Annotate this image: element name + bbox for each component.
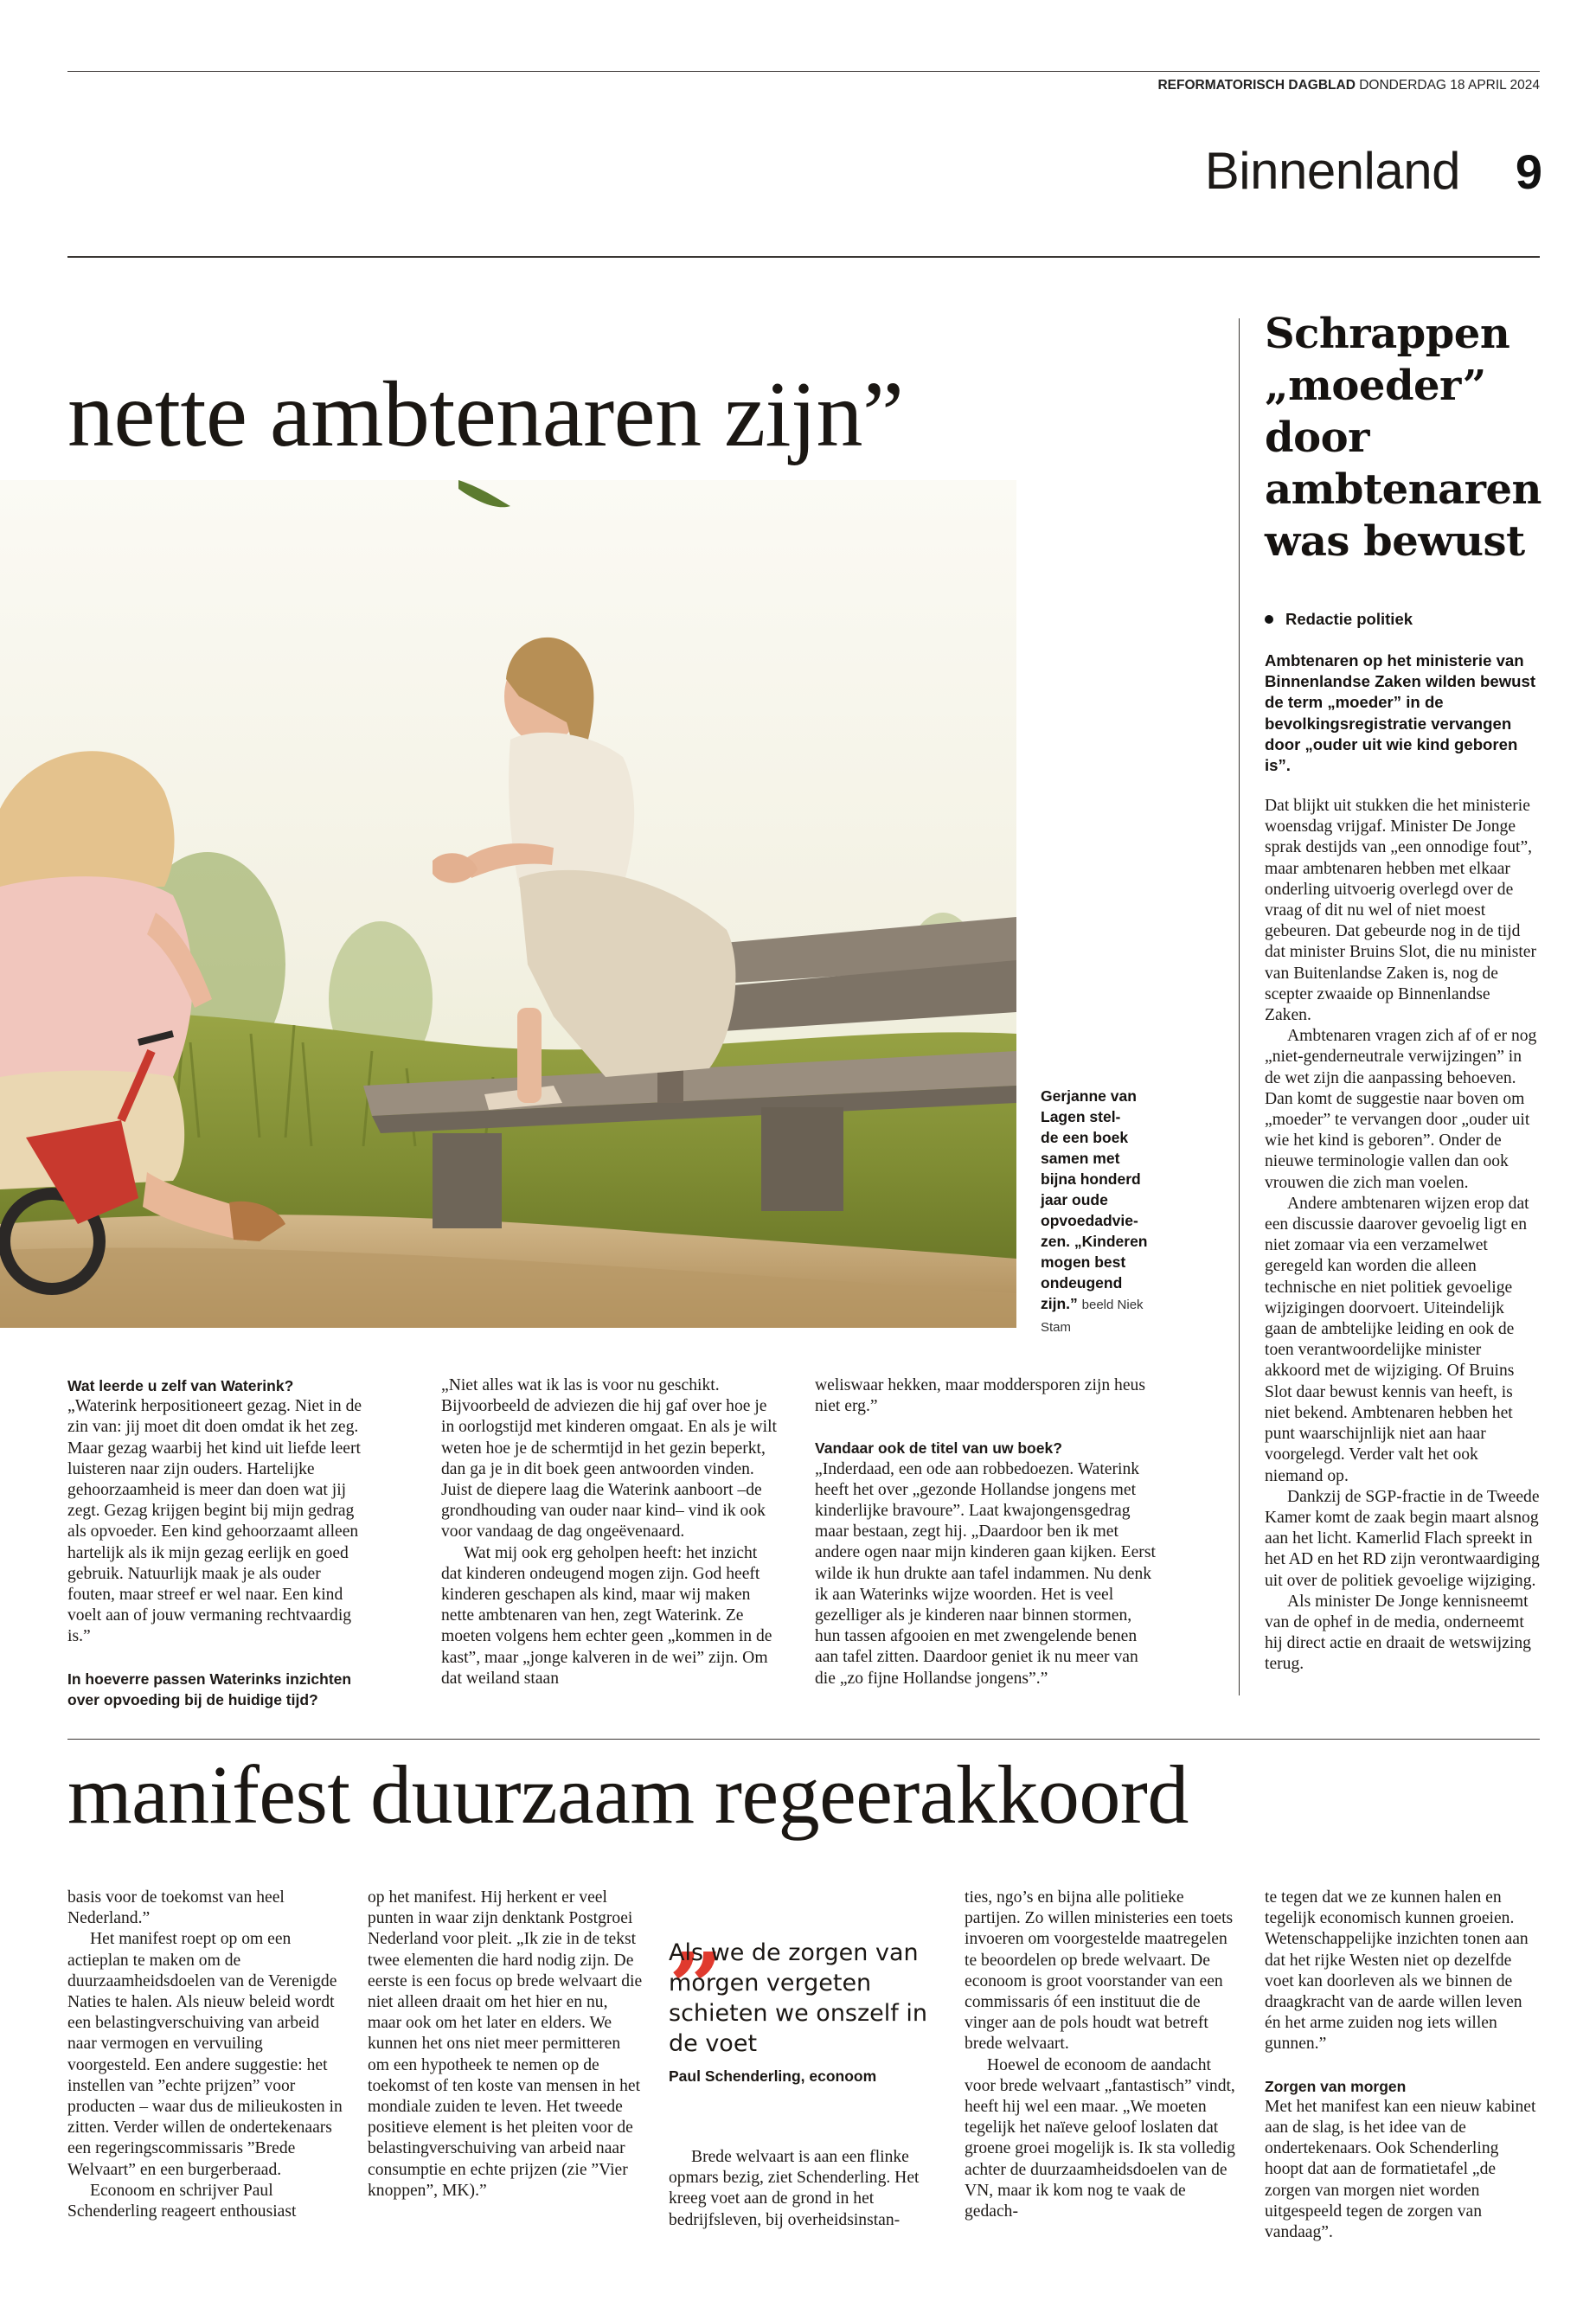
paragraph-gap [67, 1648, 372, 1669]
caption-line: samen met [1041, 1150, 1120, 1167]
bullet-dot-icon [1265, 615, 1273, 624]
body-paragraph: Met het manifest kan een nieuw kabinet aan de slag, is het idee van de ondertekenaars. Ook Schenderling hoopt dat aan de formatietafel „de zorgen van morgen niet worden uitgespeeld tegen de zorgen van vandaag”. [1265, 2097, 1536, 2242]
article2-column-5 [1265, 1888, 1540, 2243]
body-paragraph: Als minister De Jonge kennisneemt van de ophef in de media, onderneemt hij direct actie en draait de wetswijzing terug. [1265, 1592, 1531, 1674]
body-paragraph: Andere ambtenaren wijzen erop dat een discussie daarover gevoelig ligt en niet zomaar via een verzamelwet geregeld kan worden die alleen technische en niet politiek gevoelige wijzigingen doorvoert. Uiteindelijk gaan de ambtelijke leiding en ook de toen verantwoordelijke minister akkoord met de wijziging. Of Bruins Slot daar bewust kennis van heeft, is niet bekend. Ambtenaren hebben het punt waarschijnlijk niet aan haar voorgelegd. Verder valt het ook niemand op. [1265, 1194, 1529, 1485]
caption-line: zen. „Kinderen [1041, 1233, 1148, 1250]
photo-illustration [0, 480, 1016, 1328]
pull-quote-author: Paul Schenderling, econoom [669, 2067, 877, 2085]
pull-quote: Als we de zorgen van morgen vergeten schieten we onszelf in de voet [669, 1939, 927, 2057]
interview-question: Vandaar ook de titel van uw boek? [815, 1439, 1062, 1458]
caption-line: bijna honderd [1041, 1170, 1141, 1188]
article1-headline: nette ambtenaren zijn” [67, 363, 904, 466]
body-paragraph: weliswaar hekken, maar moddersporen zijn heus niet erg.” [815, 1376, 1145, 1416]
caption-line: zijn.” [1041, 1295, 1078, 1312]
article2-headline: manifest duurzaam regeerakkoord [67, 1748, 1189, 1841]
sidebar-byline [1265, 610, 1413, 629]
body-paragraph: „Waterink herpositioneert gezag. Niet in de zin van: jij moet dit doen omdat ik het zeg. Maar gezag waarbij het kind uit liefde leert luisteren naar zijn ouders. Hartelijke gehoorzaamheid is meer dan doen wat jij zegt. Gezag krijgen begint bij mijn gedrag als opvoeder. Een kind gehoorzaamt alleen hartelijk als ik mijn gezag eerlijk en goed gebruik. Natuurlijk maak je als ouder fouten, maar streef er wel naar. Een kind voelt aan of jouw vermaning rechtvaardig is.” [67, 1397, 362, 1646]
body-paragraph: „Niet alles wat ik las is voor nu geschikt. Bijvoorbeeld de adviezen die hij gaf over hoe je in oorlogstijd met kinderen omgaat. En als je wilt weten hoe je de schermtijd in het gezin beperkt, dan ga je in dit boek geen antwoorden vinden. Juist de diepere laag die Waterink aanboort –de grondhouding van ouder naar kind– vind ik ook voor vandaag de dag ongeëvenaard. [441, 1376, 777, 1541]
section-title: Binnenland [1204, 142, 1460, 200]
sidebar-headline-line: was bewust [1265, 517, 1525, 566]
top-rule [67, 71, 1540, 72]
body-paragraph: Hoewel de econoom de aandacht voor brede welvaart „fantastisch” vindt, heeft hij wel een maar. „We moeten tegelijk het naïeve geloof loslaten dat groene groei mogelijk is. Ik sta volledig achter de duurzaamheidsdoelen van de VN, maar ik kom nog te vaak de gedach- [965, 2055, 1235, 2221]
article-divider [67, 1739, 1540, 1740]
caption-line: opvoedadvie- [1041, 1212, 1138, 1229]
body-paragraph: Het manifest roept op om een actieplan te maken om de duurzaamheidsdoelen van de Verenigde Naties te halen. Als nieuw beleid wordt een belastingverschuiving van arbeid naar vermogen en vervuiling voorgesteld. Een andere suggestie: het instellen van ”echte prijzen” voor producten – waar dus de milieukosten in zitten. Verder willen de ondertekenaars een regeringscommissaris ”Brede Welvaart” en een burgerberaad. [67, 1930, 343, 2179]
interview-question: Zorgen van morgen [1265, 2077, 1407, 2095]
paragraph-gap [1265, 2055, 1540, 2076]
body-paragraph: „Inderdaad, een ode aan robbedoezen. Waterink heeft het over „gezonde Hollandse jongens met kinderlijke bravoure”. Laat kwajongensgedrag maar bestaan, zegt hij. „Daardoor ben ik met andere ogen naar mijn kinderen gaan kijken. Eerst wilde ik hun drukte aan tafel indammen. Nu denk ik aan Waterinks wijze woorden. Het is veel gezelliger als je kinderen naar binnen stormen, hun tassen afgooien en met zwengelende benen aan tafel zitten. Daardoor geniet ik nu meer van die „zo fijne Hollandse jongens”.” [815, 1459, 1156, 1688]
masthead [1157, 78, 1540, 93]
body-paragraph: Econoom en schrijver Paul Schenderling reageert enthousiast [67, 2181, 297, 2221]
caption-line: Gerjanne van [1041, 1087, 1137, 1105]
body-paragraph: Dat blijkt uit stukken die het ministerie woensdag vrijgaf. Minister De Jonge sprak destijds van „een onnodige fout”, maar ambtenaren hebben met elkaar onderling uitvoerig overlegd over de vraag of dit nu wel of niet moest gebeuren. Dat gebeurde nog in de tijd dat minister Bruins Slot, die nu minister van Buitenlandse Zaken is, nog de scepter zwaaide op Binnenlandse Zaken. [1265, 797, 1537, 1025]
article2-column-2 [368, 1888, 643, 2202]
paragraph-gap [815, 1417, 1159, 1438]
sidebar-body [1265, 796, 1540, 1676]
interview-question: Wat leerde u zelf van Waterink? [67, 1377, 294, 1394]
page-number: 9 [1515, 144, 1542, 199]
photo-credit: beeld Niek Stam [1041, 1298, 1144, 1335]
caption-line: mogen best [1041, 1253, 1126, 1271]
sidebar-headline-line: Schrappen [1265, 310, 1510, 358]
article2-column-1 [67, 1888, 343, 2222]
body-paragraph: ties, ngo’s en bijna alle politieke partijen. Zo willen ministeries een toets invoeren om voorgestelde maatregelen te beoordelen op brede welvaart. De econoom is groot voorstander van een commissaris óf een instituut die de vinger aan de pols houdt wat betreft brede welvaart. [965, 1888, 1234, 2054]
article1-column-2 [441, 1375, 779, 1689]
body-paragraph: basis voor de toekomst van heel Nederland.” [67, 1888, 285, 1928]
quote-mark-icon: „ [670, 1877, 726, 1989]
article2-column-3 [669, 2147, 944, 2231]
body-paragraph: Brede welvaart is aan een flinke opmars bezig, ziet Schenderling. Het kreeg voet aan de grond in het bedrijfsleven, bij overheidsinstan- [669, 2148, 920, 2229]
sidebar-lede: Ambtenaren op het ministerie van Binnenlandse Zaken wilden bewust de term „moeder” in de bevolkingsregistratie vervangen door „ouder uit wie kind geboren is”. [1265, 651, 1536, 775]
caption-line: ondeugend [1041, 1274, 1123, 1292]
article1-column-3 [815, 1375, 1159, 1689]
sidebar-headline-line: „moeder” [1265, 362, 1486, 410]
sidebar-divider [1239, 318, 1240, 1695]
issue-date: DONDERDAG 18 APRIL 2024 [1359, 78, 1540, 93]
article1-column-1 [67, 1375, 372, 1710]
body-paragraph: op het manifest. Hij herkent er veel punten in waar zijn denktank Postgroei Nederland voor pleit. „Ik zie in de tekst twee elementen die hard nodig zijn. De eerste is een focus op brede welvaart die niet alleen draait om het hier en nu, maar ook om het later en elders. We kunnen het ons niet meer permitteren om een hypotheek te nemen op de toekomst of ten koste van mensen in het mondiale zuiden te leven. Het tweede positieve element is het pleiten voor de belastingverschuiving van arbeid naar consumptie en echte prijzen (zie ”Vier knoppen”, MK).” [368, 1888, 643, 2200]
body-paragraph: Ambtenaren vragen zich af of er nog „niet-genderneutrale verwijzingen” in de wet zijn die aanpassing behoeven. Dan komt de suggestie naar boven om „moeder” te vervangen door „ouder uit wie het kind is geboren”. Onder de nieuwe terminologie vallen dan ook vrouwen die zich man voelen. [1265, 1027, 1537, 1192]
sidebar-headline-line: door [1265, 413, 1369, 462]
body-paragraph: Dankzij de SGP-fractie in de Tweede Kamer komt de zaak begin maart alsnog aan het licht. Kamerlid Flach spreekt in het AD en het RD zijn verontwaardiging uit over de politiek gevoelige wijziging. [1265, 1487, 1540, 1590]
article1-photo [0, 480, 1016, 1328]
caption-line: de een boek [1041, 1129, 1129, 1146]
header-rule [67, 256, 1540, 258]
sidebar-headline [1265, 308, 1550, 567]
interview-question: In hoeverre passen Waterinks inzichten over opvoeding bij de huidige tijd? [67, 1670, 352, 1708]
caption-line: jaar oude [1041, 1191, 1108, 1208]
byline-text: Redactie politiek [1285, 610, 1413, 628]
sidebar-headline-line: ambtenaren [1265, 465, 1542, 514]
body-paragraph: Wat mij ook erg geholpen heeft: het inzicht dat kinderen ondeugend mogen zijn. God heeft kinderen geschapen als kind, maar wij maken nette ambtenaren van hen, zegt Waterink. Ze moeten volgens hem echter geen „kommen in de kast”, maar „jonge kalveren in de wei” zijn. Om dat weiland staan [441, 1543, 772, 1688]
body-paragraph: te tegen dat we ze kunnen halen en tegelijk economisch kunnen groeien. Wetenschappelijke inzichten tonen aan dat het rijke Westen niet op dezelfde voet kan doorleven als we binnen de draagkracht van de aarde willen leven én het arme zuiden nog iets willen gunnen.” [1265, 1888, 1529, 2054]
caption-line: Lagen stel- [1041, 1108, 1121, 1125]
paper-name: REFORMATORISCH DAGBLAD [1157, 78, 1356, 93]
photo-caption [1041, 1086, 1157, 1338]
article2-column-4 [965, 1888, 1240, 2222]
